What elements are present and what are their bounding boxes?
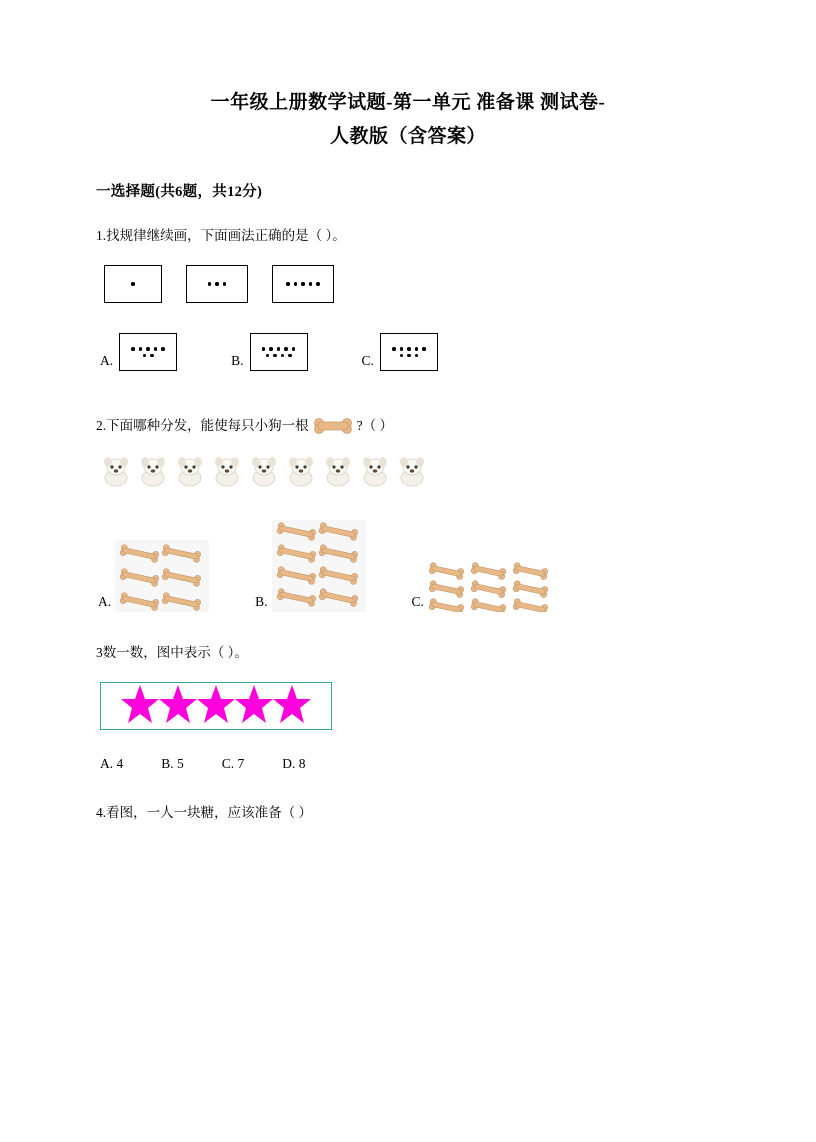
option-c[interactable] — [362, 333, 438, 371]
dog-icon — [135, 453, 171, 494]
option-a[interactable] — [98, 540, 209, 612]
option-label: C. — [361, 353, 374, 368]
dog-icon — [209, 453, 245, 494]
dog-icon — [394, 453, 430, 494]
option-a-bones — [115, 540, 209, 612]
question-2-text — [96, 415, 720, 437]
option-b-bones — [272, 520, 366, 612]
section-heading: 一选择题(共6题，共12分) — [96, 184, 263, 200]
dog-icon — [246, 453, 282, 494]
star-icon — [270, 683, 314, 730]
dot — [208, 282, 212, 286]
answer-option-a[interactable]: A. 4 — [100, 756, 124, 771]
question-2-text-after: ?（ ） — [356, 418, 393, 433]
question-3-star-box — [100, 682, 332, 730]
dot — [294, 282, 298, 286]
dot — [309, 282, 313, 286]
bone-icon — [313, 417, 353, 435]
option-b-box — [250, 333, 308, 371]
question-1-pattern-row — [104, 265, 720, 303]
question-4-text: 4.看图，一人一块糖，应该准备（ ） — [96, 805, 312, 820]
pattern-box-1 — [104, 265, 162, 303]
dot — [286, 282, 290, 286]
option-c-box — [380, 333, 438, 371]
option-label: C. — [411, 594, 424, 609]
question-1-text: 1.找规律继续画，下面画法正确的是（ ）。 — [96, 228, 346, 243]
answer-option-d[interactable]: D. 8 — [282, 756, 306, 771]
option-a-box — [119, 333, 177, 371]
dot — [223, 282, 227, 286]
dog-icon — [283, 453, 319, 494]
option-c[interactable] — [412, 560, 560, 612]
dot — [301, 282, 305, 286]
dog-icon — [172, 453, 208, 494]
page-title — [96, 86, 720, 154]
exam-page — [0, 86, 816, 1142]
question-2-text-before: 2.下面哪种分发，能使每只小狗一根 — [96, 418, 309, 433]
option-label: B. — [255, 594, 268, 609]
dot — [131, 282, 135, 286]
answer-option-b[interactable]: B. 5 — [161, 756, 184, 771]
option-label: B. — [231, 353, 244, 368]
option-a[interactable] — [100, 333, 177, 371]
question-2-dog-row — [98, 453, 720, 494]
question-3-answers — [100, 756, 720, 772]
title-line-1: 一年级上册数学试题-第一单元 准备课 测试卷- — [210, 92, 606, 113]
question-3-text: 3数一数，图中表示（ ）。 — [96, 645, 248, 660]
question-1-options — [100, 333, 720, 371]
option-b[interactable] — [231, 333, 307, 371]
dog-icon — [98, 453, 134, 494]
option-label: A. — [100, 353, 114, 368]
option-label: A. — [98, 594, 112, 609]
dog-icon — [357, 453, 393, 494]
answer-option-c[interactable]: C. 7 — [221, 756, 245, 771]
dot — [316, 282, 320, 286]
question-2-options — [98, 520, 720, 612]
title-line-2: 人教版（含答案） — [329, 126, 486, 147]
option-b[interactable] — [255, 520, 365, 612]
dot — [215, 282, 219, 286]
option-c-bones — [428, 560, 560, 612]
dog-icon — [320, 453, 356, 494]
pattern-box-3 — [272, 265, 334, 303]
pattern-box-2 — [186, 265, 248, 303]
